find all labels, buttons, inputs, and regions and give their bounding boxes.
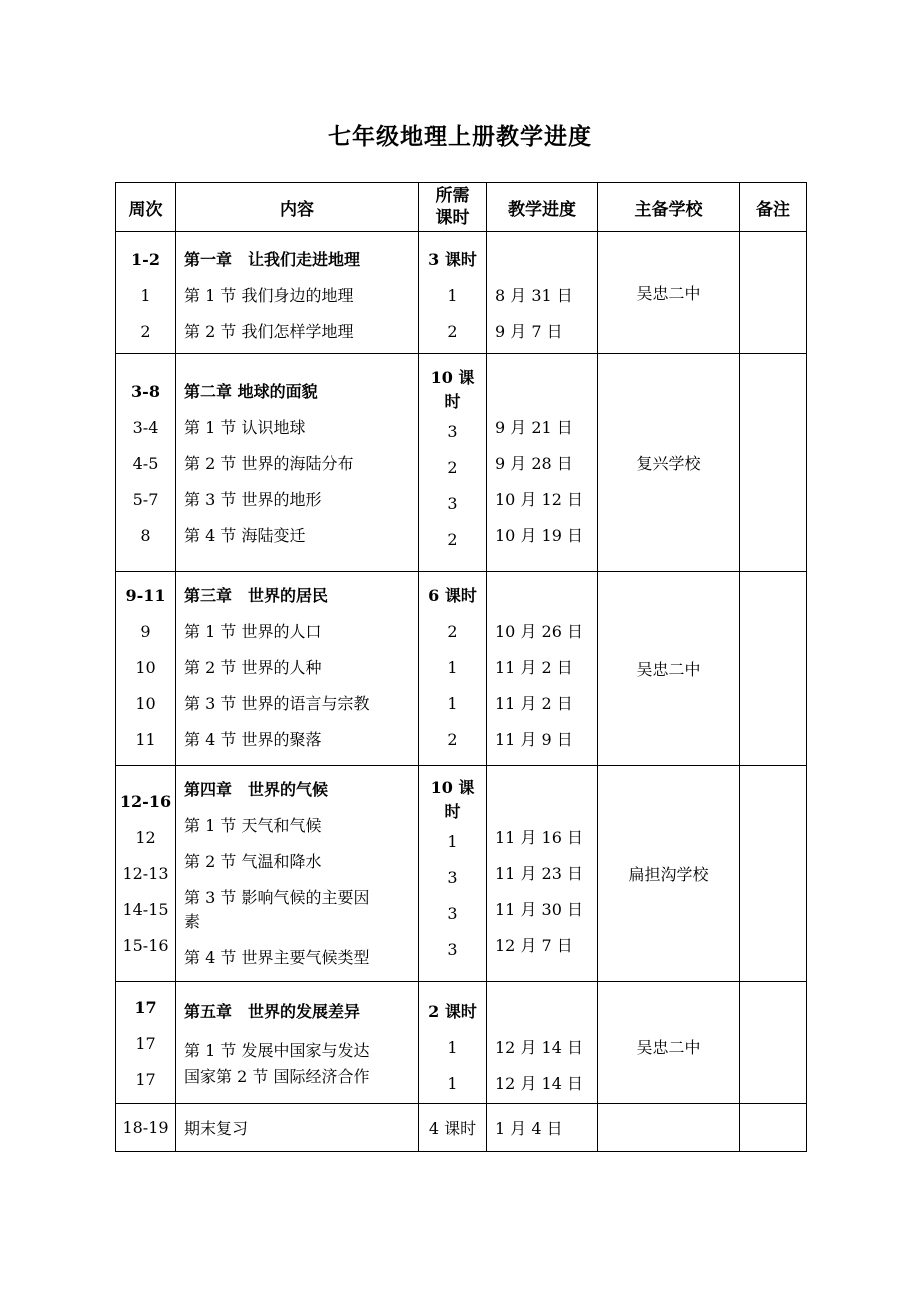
section-week: 5-7 [132, 490, 159, 509]
hours-cell [419, 982, 487, 1104]
section-hours: 1 [447, 658, 458, 677]
section-hours: 1 [447, 1038, 458, 1057]
section-week: 17 [135, 1070, 156, 1089]
section-week: 17 [135, 1034, 156, 1053]
header-school: 主备学校 [598, 183, 740, 232]
chapter-hours: 6 课时 [428, 586, 477, 605]
chapter-row-1 [116, 232, 807, 354]
section-title [184, 1030, 418, 1090]
section-title: 第 1 节 我们身边的地理 [184, 286, 354, 305]
chapter-week: 12-16 [119, 792, 172, 811]
review-row [116, 1104, 807, 1152]
notes-cell [740, 1104, 807, 1152]
document-title: 七年级地理上册教学进度 [328, 123, 592, 150]
chapter-hours: 3 课时 [428, 250, 477, 269]
schedule-table [115, 182, 807, 1152]
school-cell: 复兴学校 [598, 354, 740, 572]
notes-cell [740, 572, 807, 766]
section-hours: 2 [447, 530, 458, 549]
section-date: 12 月 7 日 [495, 936, 573, 955]
progress-cell [487, 572, 598, 766]
section-date: 10 月 26 日 [495, 622, 583, 641]
section-title: 第 1 节 世界的人口 [184, 622, 322, 641]
section-title: 第 1 节 认识地球 [184, 418, 306, 437]
progress-cell [487, 354, 598, 572]
chapter-row-5 [116, 982, 807, 1104]
review-hours: 4 课时 [419, 1104, 487, 1152]
content-cell [176, 982, 419, 1104]
section-hours: 2 [447, 622, 458, 641]
chapter-hours-line1: 10 课 [430, 368, 475, 387]
week-cell [116, 354, 176, 572]
section-hours: 3 [447, 904, 458, 923]
section-week: 10 [135, 658, 156, 677]
chapter-hours: 2 课时 [428, 1002, 477, 1021]
header-week: 周次 [116, 183, 176, 232]
chapter-title: 第一章 让我们走进地理 [184, 250, 361, 269]
section-title-line1: 第 1 节 发展中国家与发达 [184, 1041, 370, 1060]
hours-cell [419, 766, 487, 982]
section-date: 11 月 30 日 [495, 900, 583, 919]
school-cell [598, 982, 740, 1104]
section-week: 12-13 [122, 864, 169, 883]
section-date: 10 月 12 日 [495, 490, 583, 509]
section-date: 11 月 9 日 [495, 730, 573, 749]
week-cell [116, 766, 176, 982]
section-date: 12 月 14 日 [495, 1074, 583, 1093]
week-cell [116, 982, 176, 1104]
section-week: 8 [140, 526, 151, 545]
hours-cell [419, 572, 487, 766]
section-title: 第 1 节 天气和气候 [184, 816, 322, 835]
school-cell: 吴忠二中 [598, 572, 740, 766]
school-cell: 吴忠二中 [598, 232, 740, 354]
chapter-row-3 [116, 572, 807, 766]
section-date: 10 月 19 日 [495, 526, 583, 545]
section-date: 8 月 31 日 [495, 286, 573, 305]
section-date: 11 月 16 日 [495, 828, 583, 847]
section-title: 第 3 节 世界的地形 [184, 490, 322, 509]
week-cell [116, 232, 176, 354]
notes-cell [740, 354, 807, 572]
section-hours: 1 [447, 286, 458, 305]
review-week: 18-19 [116, 1104, 176, 1152]
notes-cell [740, 766, 807, 982]
header-content: 内容 [176, 183, 419, 232]
chapter-title: 第四章 世界的气候 [184, 780, 329, 799]
school-cell [598, 1104, 740, 1152]
section-title: 第 2 节 气温和降水 [184, 852, 322, 871]
progress-cell [487, 232, 598, 354]
section-hours: 2 [447, 730, 458, 749]
section-week: 10 [135, 694, 156, 713]
chapter-week: 3-8 [131, 382, 160, 401]
section-hours: 3 [447, 940, 458, 959]
section-hours: 3 [447, 494, 458, 513]
section-title: 第 2 节 世界的人种 [184, 658, 322, 677]
header-hours [419, 183, 487, 232]
section-week: 3-4 [132, 418, 159, 437]
section-date: 9 月 21 日 [495, 418, 573, 437]
school-cell: 扁担沟学校 [598, 766, 740, 982]
content-cell [176, 766, 419, 982]
header-hours-line2: 课时 [435, 208, 470, 228]
section-hours: 2 [447, 458, 458, 477]
section-title: 第 4 节 世界主要气候类型 [184, 948, 370, 967]
content-cell [176, 354, 419, 572]
progress-cell [487, 766, 598, 982]
chapter-hours-line2: 时 [444, 802, 461, 821]
chapter-row-2 [116, 354, 807, 572]
section-title: 第 4 节 海陆变迁 [184, 526, 306, 545]
chapter-week: 1-2 [131, 250, 160, 269]
section-date: 9 月 28 日 [495, 454, 573, 473]
header-hours-line1: 所需 [435, 186, 470, 206]
section-hours: 3 [447, 868, 458, 887]
section-hours: 3 [447, 422, 458, 441]
chapter-row-4 [116, 766, 807, 982]
section-week: 2 [140, 322, 151, 341]
section-hours: 1 [447, 694, 458, 713]
section-title: 第 2 节 我们怎样学地理 [184, 322, 354, 341]
notes-cell [740, 232, 807, 354]
section-title-line2: 国家第 2 节 国际经济合作 [184, 1067, 370, 1086]
header-row [116, 183, 807, 232]
section-title [184, 880, 418, 940]
section-title-line2: 素 [184, 912, 201, 931]
section-title: 第 2 节 世界的海陆分布 [184, 454, 354, 473]
section-hours: 1 [447, 1074, 458, 1093]
section-title: 第 3 节 世界的语言与宗教 [184, 694, 370, 713]
section-date: 11 月 23 日 [495, 864, 583, 883]
chapter-hours-line2: 时 [444, 392, 461, 411]
content-cell [176, 232, 419, 354]
progress-cell [487, 982, 598, 1104]
content-cell [176, 572, 419, 766]
chapter-week: 17 [134, 998, 157, 1017]
section-week: 1 [140, 286, 151, 305]
chapter-week: 9-11 [125, 586, 166, 605]
review-date: 1 月 4 日 [487, 1104, 598, 1152]
section-week: 15-16 [122, 936, 169, 955]
chapter-title: 第二章 地球的面貌 [184, 382, 318, 401]
section-week: 14-15 [122, 900, 169, 919]
section-date: 12 月 14 日 [495, 1038, 583, 1057]
section-title-line1: 第 3 节 影响气候的主要因 [184, 888, 370, 907]
section-title: 第 4 节 世界的聚落 [184, 730, 322, 749]
review-title: 期末复习 [176, 1104, 419, 1152]
chapter-title: 第五章 世界的发展差异 [184, 1002, 361, 1021]
section-date: 11 月 2 日 [495, 658, 573, 677]
notes-cell [740, 982, 807, 1104]
week-cell [116, 572, 176, 766]
chapter-hours-line1: 10 课 [430, 778, 475, 797]
header-notes: 备注 [740, 183, 807, 232]
section-hours: 2 [447, 322, 458, 341]
section-date: 11 月 2 日 [495, 694, 573, 713]
section-week: 9 [140, 622, 151, 641]
section-week: 11 [135, 730, 156, 749]
school-name: 吴忠二中 [636, 1038, 701, 1057]
section-week: 12 [135, 828, 156, 847]
section-hours: 1 [447, 832, 458, 851]
section-week: 4-5 [132, 454, 159, 473]
section-date: 9 月 7 日 [495, 322, 563, 341]
hours-cell [419, 354, 487, 572]
header-progress: 教学进度 [487, 183, 598, 232]
hours-cell [419, 232, 487, 354]
chapter-title: 第三章 世界的居民 [184, 586, 329, 605]
